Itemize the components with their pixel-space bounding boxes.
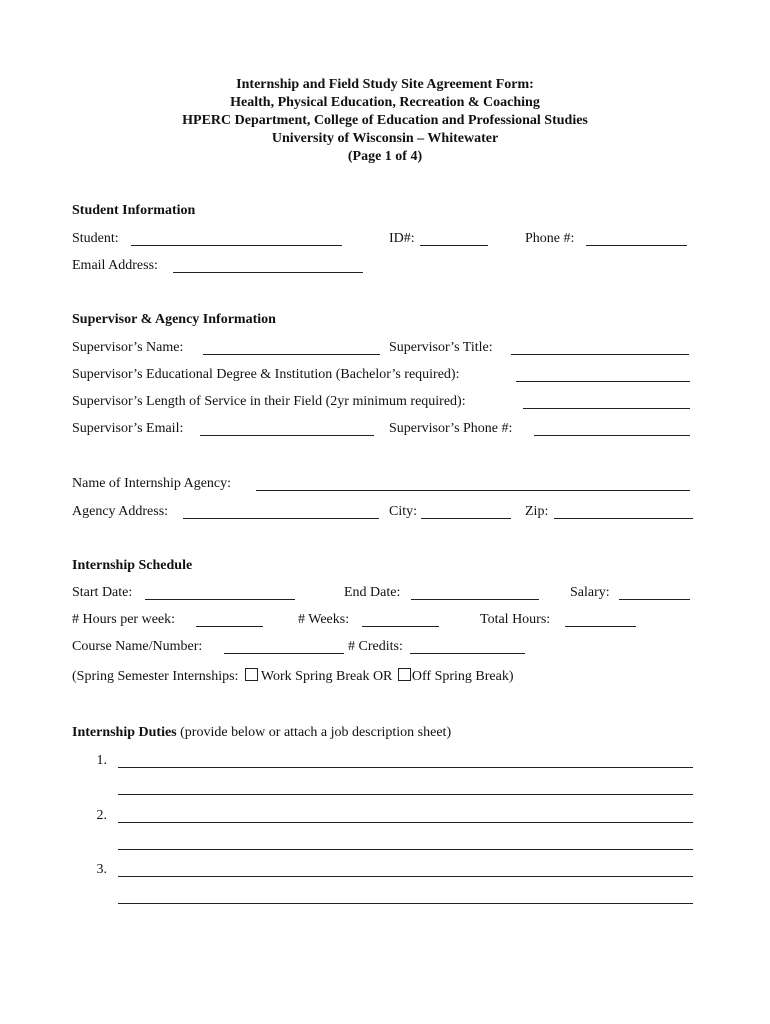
supervisor-name-label: Supervisor’s Name: (72, 340, 184, 355)
supervisor-email-label: Supervisor’s Email: (72, 421, 184, 436)
hours-per-week-label: # Hours per week: (72, 612, 176, 627)
supervisor-degree-field[interactable] (516, 381, 690, 382)
supervisor-phone-field[interactable] (534, 435, 690, 436)
off-spring-break-label: Off Spring Break) (411, 669, 514, 684)
student-phone-label: Phone #: (525, 231, 575, 246)
supervisor-title-label: Supervisor’s Title: (389, 340, 493, 355)
form-subtitle-program: Health, Physical Education, Recreation & Coaching (230, 95, 540, 110)
student-phone-field[interactable] (586, 245, 687, 246)
duties-heading-row (72, 724, 451, 742)
student-name-field[interactable] (131, 245, 342, 246)
supervisor-service-label: Supervisor’s Length of Service in their Field (2yr minimum required): (72, 394, 466, 409)
agency-city-label: City: (389, 504, 418, 519)
duty-number-3: 3. (96, 862, 107, 877)
form-header (0, 76, 770, 166)
duty-number-2: 2. (96, 808, 107, 823)
student-id-field[interactable] (420, 245, 488, 246)
start-date-label: Start Date: (72, 585, 133, 600)
hours-per-week-field[interactable] (196, 626, 263, 627)
weeks-label: # Weeks: (298, 612, 350, 627)
student-email-field[interactable] (173, 272, 363, 273)
supervisor-name-field[interactable] (203, 354, 380, 355)
supervisor-email-field[interactable] (200, 435, 374, 436)
end-date-field[interactable] (411, 599, 539, 600)
student-email-label: Email Address: (72, 258, 158, 273)
spring-break-prefix: (Spring Semester Internships: (72, 669, 239, 684)
salary-label: Salary: (570, 585, 610, 600)
form-subtitle-department: HPERC Department, College of Education and Professional Studies (182, 113, 588, 128)
salary-field[interactable] (619, 599, 690, 600)
student-name-label: Student: (72, 231, 119, 246)
spring-break-row (72, 668, 514, 686)
duty-1-line-2[interactable] (118, 794, 693, 795)
credits-field[interactable] (410, 653, 525, 654)
duty-2-line-2[interactable] (118, 849, 693, 850)
total-hours-label: Total Hours: (480, 612, 551, 627)
form-title: Internship and Field Study Site Agreement Form: (236, 77, 534, 92)
agency-zip-field[interactable] (554, 518, 693, 519)
duty-2-line-1[interactable] (118, 822, 693, 823)
weeks-field[interactable] (362, 626, 439, 627)
student-info-heading: Student Information (72, 203, 196, 218)
agency-city-field[interactable] (421, 518, 511, 519)
agency-name-field[interactable] (256, 490, 690, 491)
duty-1-line-1[interactable] (118, 767, 693, 768)
duty-number-1: 1. (96, 753, 107, 768)
supervisor-degree-label: Supervisor’s Educational Degree & Institution (Bachelor’s required): (72, 367, 460, 382)
supervisor-title-field[interactable] (511, 354, 689, 355)
course-label: Course Name/Number: (72, 639, 203, 654)
schedule-heading: Internship Schedule (72, 558, 193, 573)
student-id-label: ID#: (389, 231, 415, 246)
total-hours-field[interactable] (565, 626, 636, 627)
supervisor-phone-label: Supervisor’s Phone #: (389, 421, 513, 436)
agency-address-label: Agency Address: (72, 504, 169, 519)
supervisor-info-heading: Supervisor & Agency Information (72, 312, 276, 327)
form-subtitle-university: University of Wisconsin – Whitewater (271, 131, 499, 146)
work-spring-break-checkbox[interactable] (245, 668, 258, 681)
supervisor-service-field[interactable] (523, 408, 690, 409)
end-date-label: End Date: (344, 585, 401, 600)
start-date-field[interactable] (145, 599, 295, 600)
agency-name-label: Name of Internship Agency: (72, 476, 232, 491)
agency-address-field[interactable] (183, 518, 379, 519)
work-spring-break-label: Work Spring Break OR (260, 669, 393, 684)
duties-heading: Internship Duties (72, 725, 177, 740)
off-spring-break-checkbox[interactable] (398, 668, 411, 681)
page-indicator: (Page 1 of 4) (347, 149, 423, 164)
duty-3-line-1[interactable] (118, 876, 693, 877)
course-field[interactable] (224, 653, 344, 654)
agency-zip-label: Zip: (525, 504, 549, 519)
credits-label: # Credits: (348, 639, 403, 654)
duty-3-line-2[interactable] (118, 903, 693, 904)
duties-note: (provide below or attach a job description sheet) (176, 725, 452, 740)
